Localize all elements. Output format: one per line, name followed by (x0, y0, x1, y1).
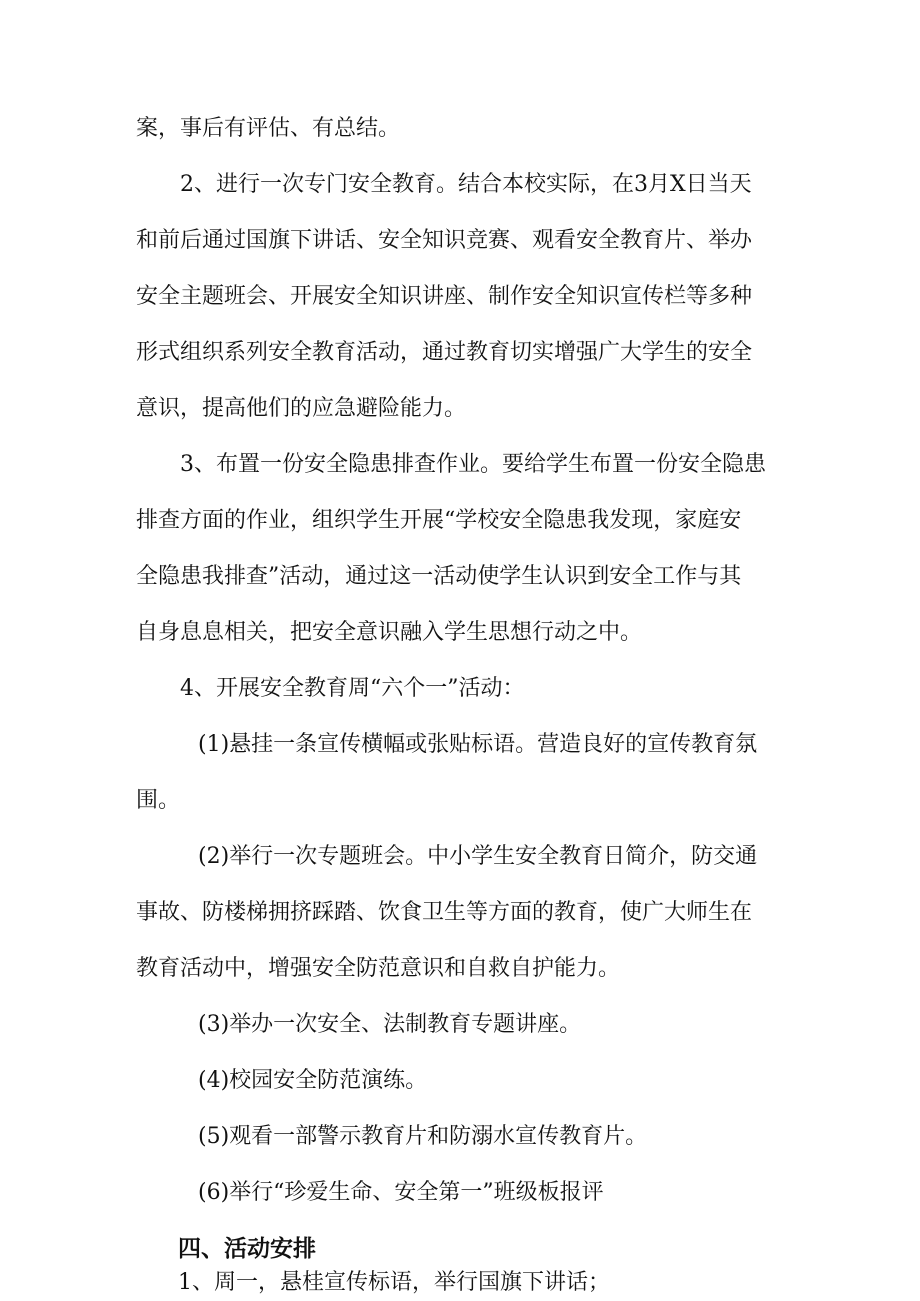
paragraph-line: 3、布置一份安全隐患排查作业。要给学生布置一份安全隐患 (180, 452, 766, 477)
list-item-line: (2)举行一次专题班会。中小学生安全教育日简介，防交通 (198, 844, 758, 869)
paragraph-line: 案，事后有评估、有总结。 (136, 116, 401, 141)
paragraph-line: 形式组织系列安全教育活动，通过教育切实增强广大学生的安全 (136, 340, 753, 365)
paragraph-line: 意识，提高他们的应急避险能力。 (136, 396, 467, 421)
paragraph-line: 排查方面的作业，组织学生开展“学校安全隐患我发现，家庭安 (136, 508, 742, 533)
paragraph-line: 和前后通过国旗下讲话、安全知识竞赛、观看安全教育片、举办 (136, 228, 753, 253)
list-item-line: (3)举办一次安全、法制教育专题讲座。 (198, 1012, 582, 1037)
paragraph-line: 全隐患我排查”活动，通过这一活动使学生认识到安全工作与其 (136, 564, 742, 589)
paragraph-line: 自身息息相关，把安全意识融入学生思想行动之中。 (136, 620, 643, 645)
list-item-line: (1)悬挂一条宣传横幅或张贴标语。营造良好的宣传教育氛 (198, 732, 758, 757)
list-item-line: (4)校园安全防范演练。 (198, 1068, 428, 1093)
paragraph-line: 安全主题班会、开展安全知识讲座、制作安全知识宣传栏等多种 (136, 284, 753, 309)
list-item-line: 围。 (136, 788, 181, 813)
section-heading: 四、活动安排 (178, 1236, 316, 1262)
paragraph-line: 4、开展安全教育周“六个一”活动： (180, 676, 525, 701)
list-item-line: 教育活动中，增强安全防范意识和自救自护能力。 (136, 956, 621, 981)
list-item-line: (5)观看一部警示教育片和防溺水宣传教育片。 (198, 1124, 648, 1149)
list-item-line: (6)举行“珍爱生命、安全第一”班级板报评 (198, 1180, 604, 1205)
schedule-item: 1、周一，悬桂宣传标语，举行国旗下讲话； (178, 1270, 610, 1295)
paragraph-line: 2、进行一次专门安全教育。结合本校实际，在3月X日当天 (180, 172, 752, 197)
list-item-line: 事故、防楼梯拥挤踩踏、饮食卫生等方面的教育，使广大师生在 (136, 900, 753, 925)
